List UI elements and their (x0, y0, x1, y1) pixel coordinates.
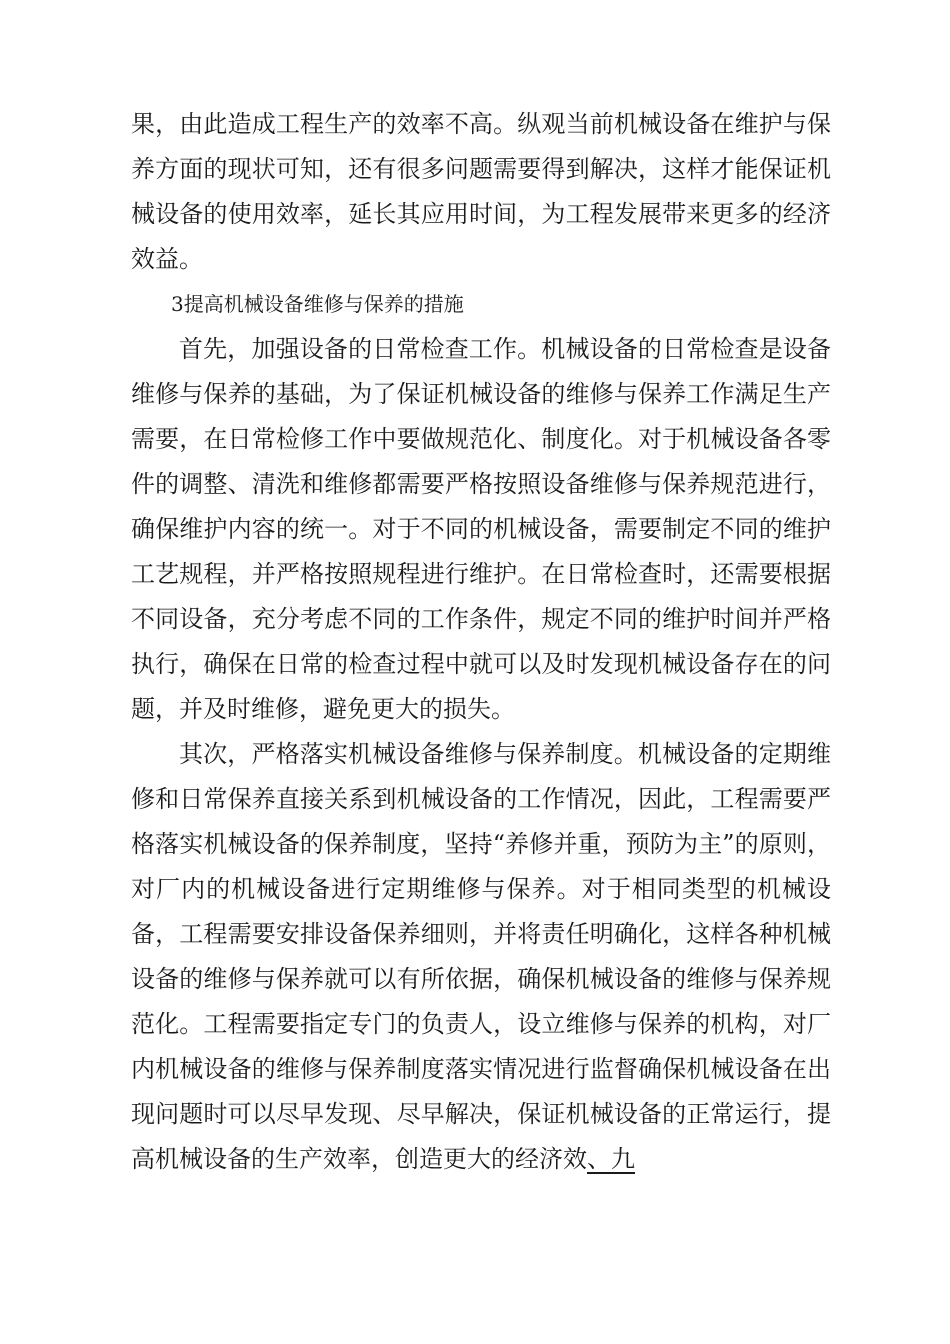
section-heading: 3提高机械设备维修与保养的措施 (171, 292, 464, 316)
paragraph-continuation: 果，由此造成工程生产的效率不高。纵观当前机械设备在维护与保养方面的现状可知，还有很多问题需要得到解决，这样才能保证机械设备的使用效率，延长其应用时间，为工程发展带来更多的经济效益。 (131, 110, 831, 273)
paragraph-maintenance-system (131, 732, 831, 1182)
underlined-tail-text: 、九 (587, 1145, 635, 1173)
document-body (131, 102, 831, 1182)
paragraph-daily-inspection: 首先，加强设备的日常检查工作。机械设备的日常检查是设备维修与保养的基础，为了保证机械设备的维修与保养工作满足生产需要，在日常检修工作中要做规范化、制度化。对于机械设备各零件的调整、清洗和维修都需要严格按照设备维修与保养规范进行，确保维护内容的统一。对于不同的机械设备，需要制定不同的维护工艺规程，并严格按照规程进行维护。在日常检查时，还需要根据不同设备，充分考虑不同的工作条件，规定不同的维护时间并严格执行，确保在日常的检查过程中就可以及时发现机械设备存在的问题，并及时维修，避免更大的损失。 (131, 335, 831, 723)
paragraph-maintenance-system-text: 其次，严格落实机械设备维修与保养制度。机械设备的定期维修和日常保养直接关系到机械设备的工作情况，因此，工程需要严格落实机械设备的保养制度，坚持“养修并重，预防为主”的原则，对厂内的机械设备进行定期维修与保养。对于相同类型的机械设备，工程需要安排设备保养细则，并将责任明确化，这样各种机械设备的维修与保养就可以有所依据，确保机械设备的维修与保养规范化。工程需要指定专门的负责人，设立维修与保养的机构，对厂内机械设备的维修与保养制度落实情况进行监督确保机械设备在出现问题时可以尽早发现、尽早解决，保证机械设备的正常运行，提高机械设备的生产效率，创造更大的经济效 (131, 740, 831, 1173)
